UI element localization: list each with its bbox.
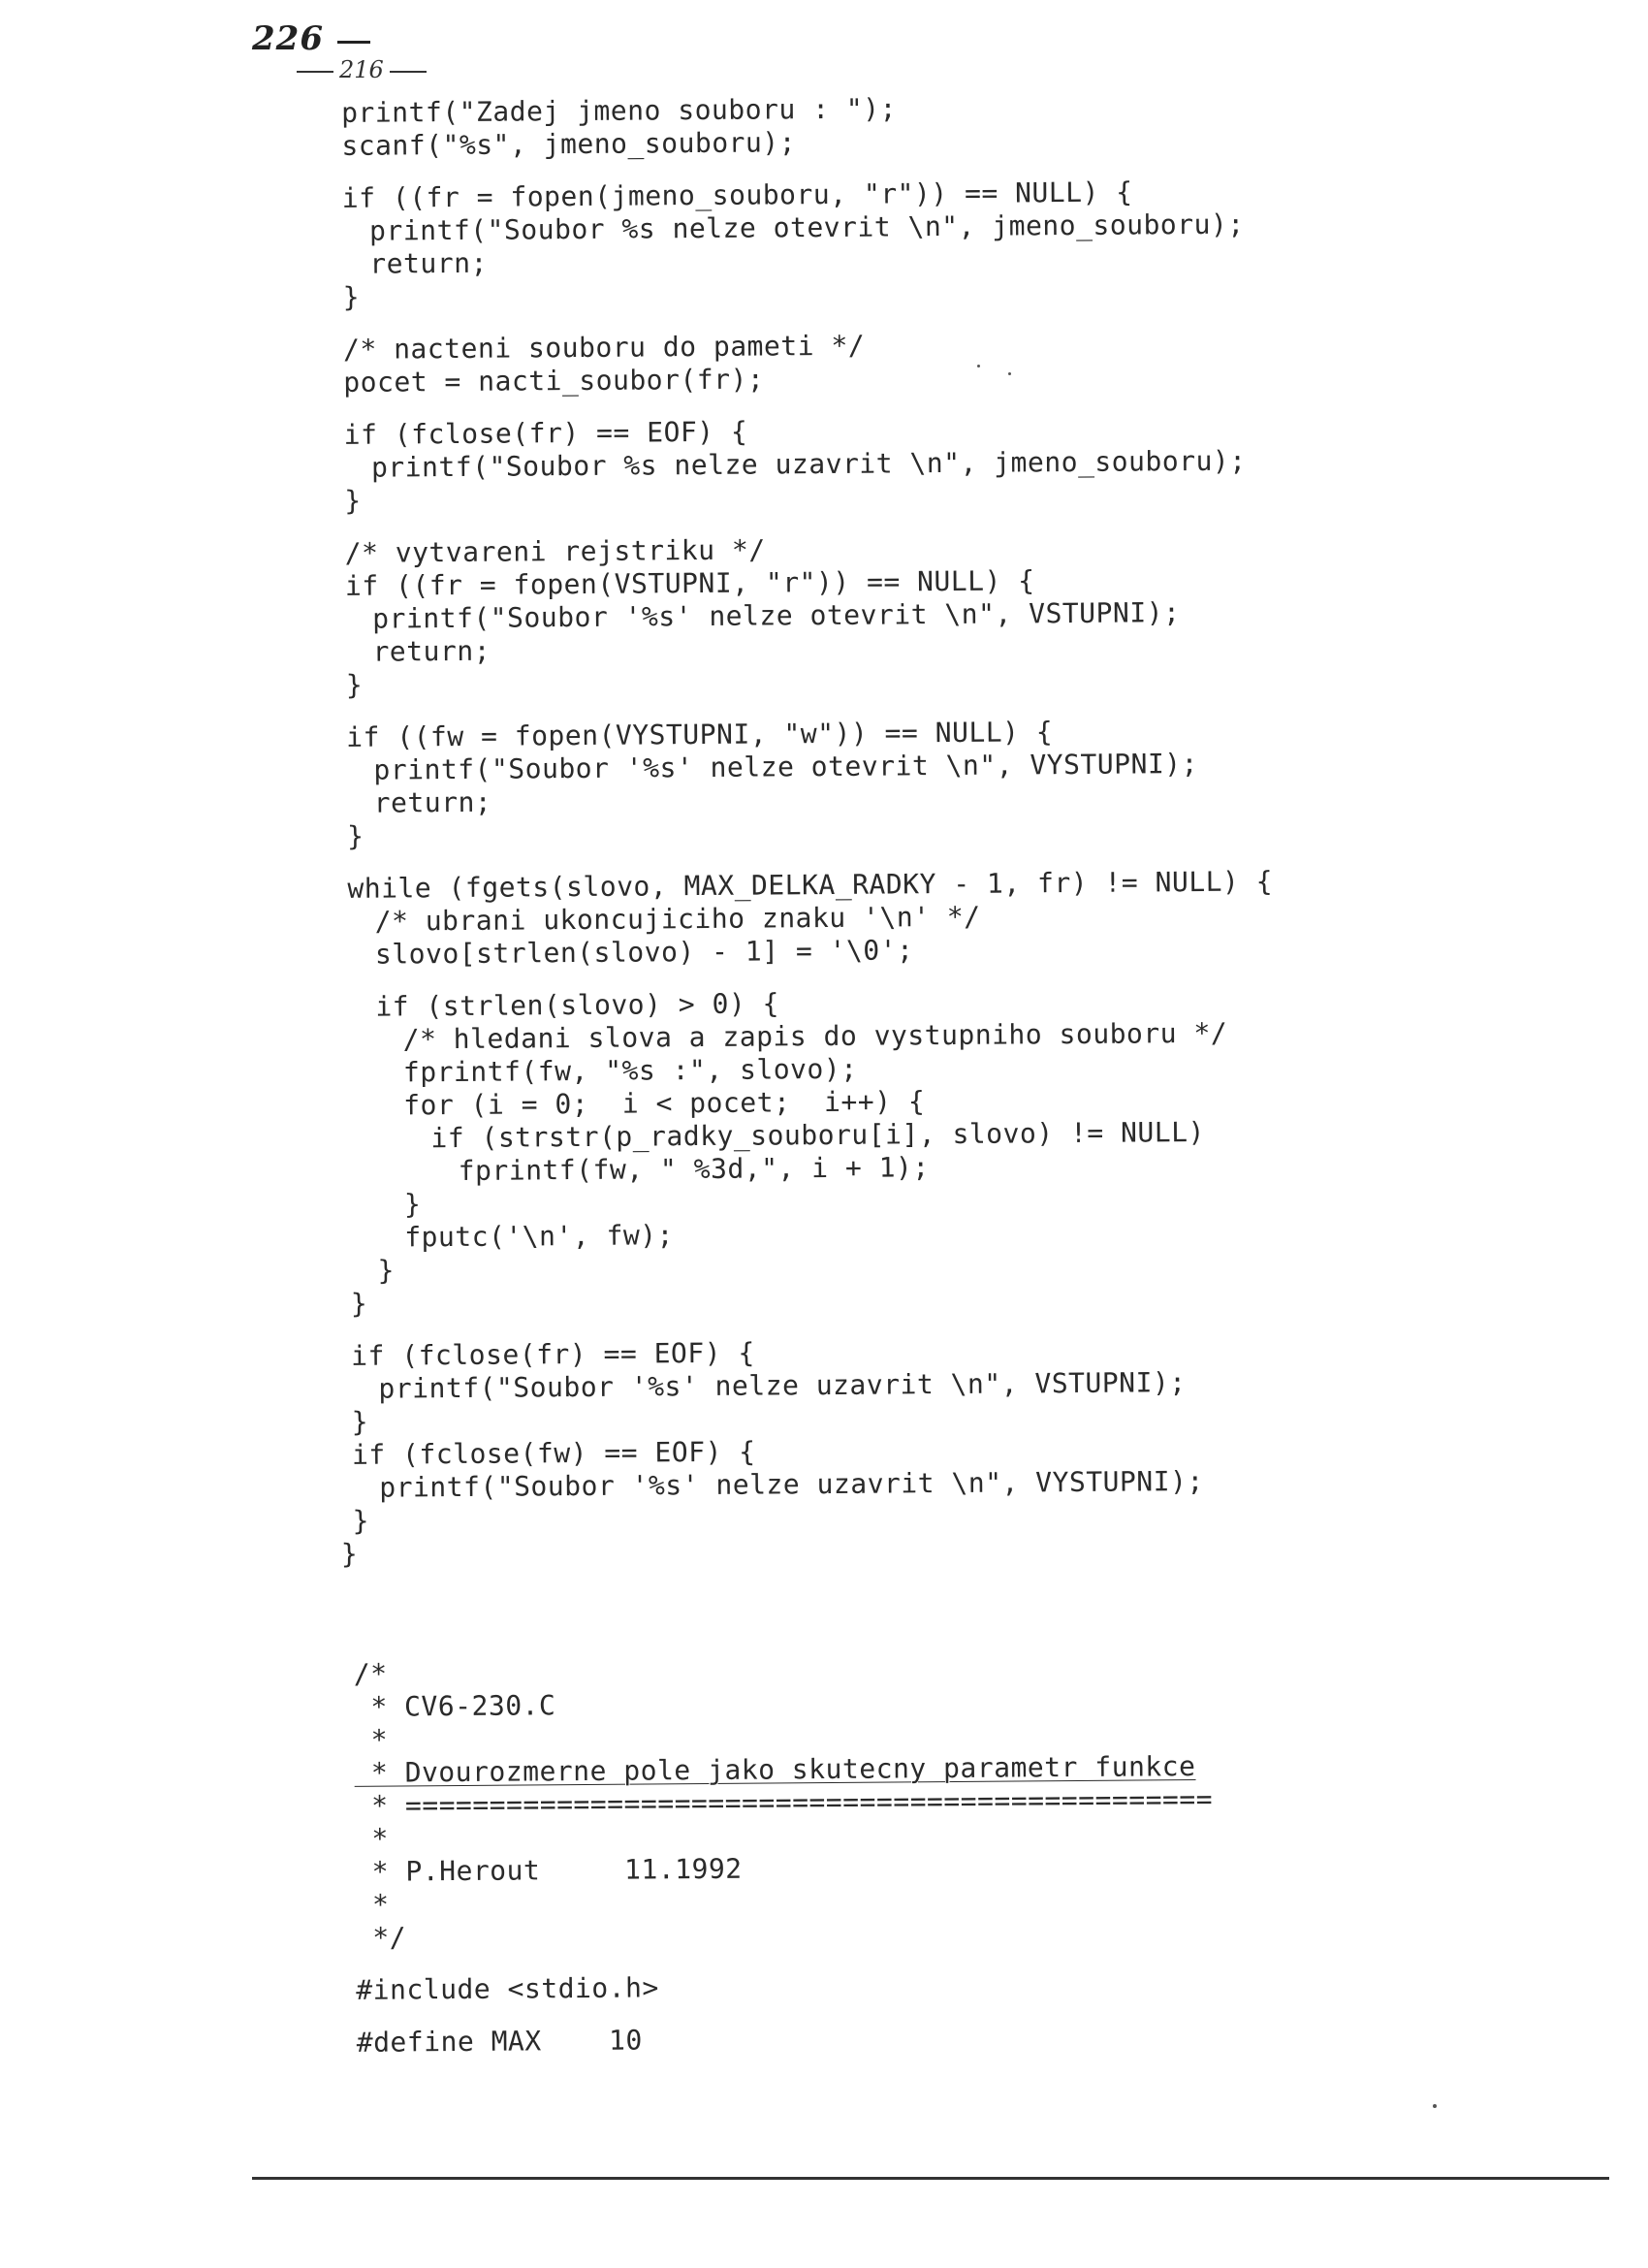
page-number-current: 226 [252,19,324,58]
code-line: printf("Soubor '%s' nelze uzavrit \n", VYSTUPNI); [379,1464,1204,1504]
bottom-rule [252,2177,1609,2180]
code-line: return; [372,634,491,668]
scan-speck [1433,2104,1437,2108]
code-line: * [355,1888,390,1921]
code-line: /* vytvareni rejstriku */ [344,533,766,569]
code-line: * [354,1723,389,1756]
code-line: if ((fr = fopen(VSTUPNI, "r")) == NULL) { [344,564,1035,602]
code-line: if (fclose(fr) == EOF) { [343,415,748,451]
code-line: /* nacteni souboru do pameti */ [342,329,866,366]
code-line: } [344,484,362,517]
code-line: * Dvourozmerne pole jako skutecny parametr funkce [354,1750,1196,1789]
code-line: /* [353,1657,388,1690]
code-line: return; [369,246,488,280]
code-line: } [350,1287,368,1320]
page-number-original-text: 216 [339,56,384,83]
code-line: /* ubrani ukoncujiciho znaku '\n' */ [374,900,981,938]
scan-speck [977,365,980,367]
code-line: slovo[strlen(slovo) - 1] = '\0'; [374,934,914,971]
code-line: if ((fr = fopen(jmeno_souboru, "r")) == NULL) { [341,176,1133,214]
dash-right [390,71,427,73]
code-line: * CV6-230.C [353,1689,556,1723]
code-line: printf("Soubor %s nelze otevrit \n", jmeno_souboru); [368,208,1245,247]
code-line: #define MAX 10 [356,2024,643,2059]
code-line: } [403,1188,422,1221]
code-line: fprintf(fw, " %3d,", i + 1); [458,1151,930,1187]
code-line: if (fclose(fr) == EOF) { [351,1336,755,1372]
code-line: } [377,1254,395,1287]
code-listing [330,87,1547,2060]
code-line: printf("Soubor '%s' nelze uzavrit \n", VSTUPNI); [378,1366,1187,1405]
page-number-handwritten [252,19,324,58]
code-line: if (fclose(fw) == EOF) { [351,1435,756,1471]
section-gap [341,1561,1544,1658]
code-line: */ [355,1921,407,1954]
code-line: printf("Soubor %s nelze uzavrit \n", jmeno_souboru); [370,444,1247,484]
code-line: printf("Soubor '%s' nelze otevrit \n", VYSTUPNI); [373,747,1199,786]
dash-left [297,71,333,73]
code-line: * [354,1822,389,1855]
scan-speck [1008,372,1011,375]
code-line: } [342,280,361,313]
code-line: if ((fw = fopen(VYSTUPNI, "w")) == NULL) { [346,716,1054,753]
page-number-original [291,56,432,83]
code-line: printf("Zadej jmeno souboru : "); [340,92,898,129]
code-line: fprintf(fw, "%s :", slovo); [402,1052,858,1089]
code-line: } [340,1537,359,1570]
code-line: /* hledani slova a zapis do vystupniho souboru */ [402,1016,1228,1056]
code-line: * ================================================ [354,1782,1214,1822]
code-line: scanf("%s", jmeno_souboru); [341,126,797,162]
code-line: } [345,668,364,701]
code-line: if (strstr(p_radky_souboru[i], slovo) != NULL) [430,1115,1205,1155]
code-line: pocet = nacti_soubor(fr); [343,363,765,399]
code-line: } [351,1405,369,1438]
code-line: return; [373,785,492,819]
code-line: for (i = 0; i < pocet; i++) { [403,1085,926,1122]
code-line: fputc('\n', fw); [404,1219,675,1254]
code-line: while (fgets(slovo, MAX_DELKA_RADKY - 1, fr) != NULL) { [347,865,1274,905]
code-line: #include <stdio.h> [356,1971,659,2006]
code-line: printf("Soubor '%s' nelze otevrit \n", VSTUPNI); [372,596,1181,635]
code-line: } [346,819,364,852]
code-line: if (strlen(slovo) > 0) { [375,987,780,1023]
code-line: * P.Herout 11.1992 [355,1852,743,1888]
code-line: } [352,1504,370,1537]
